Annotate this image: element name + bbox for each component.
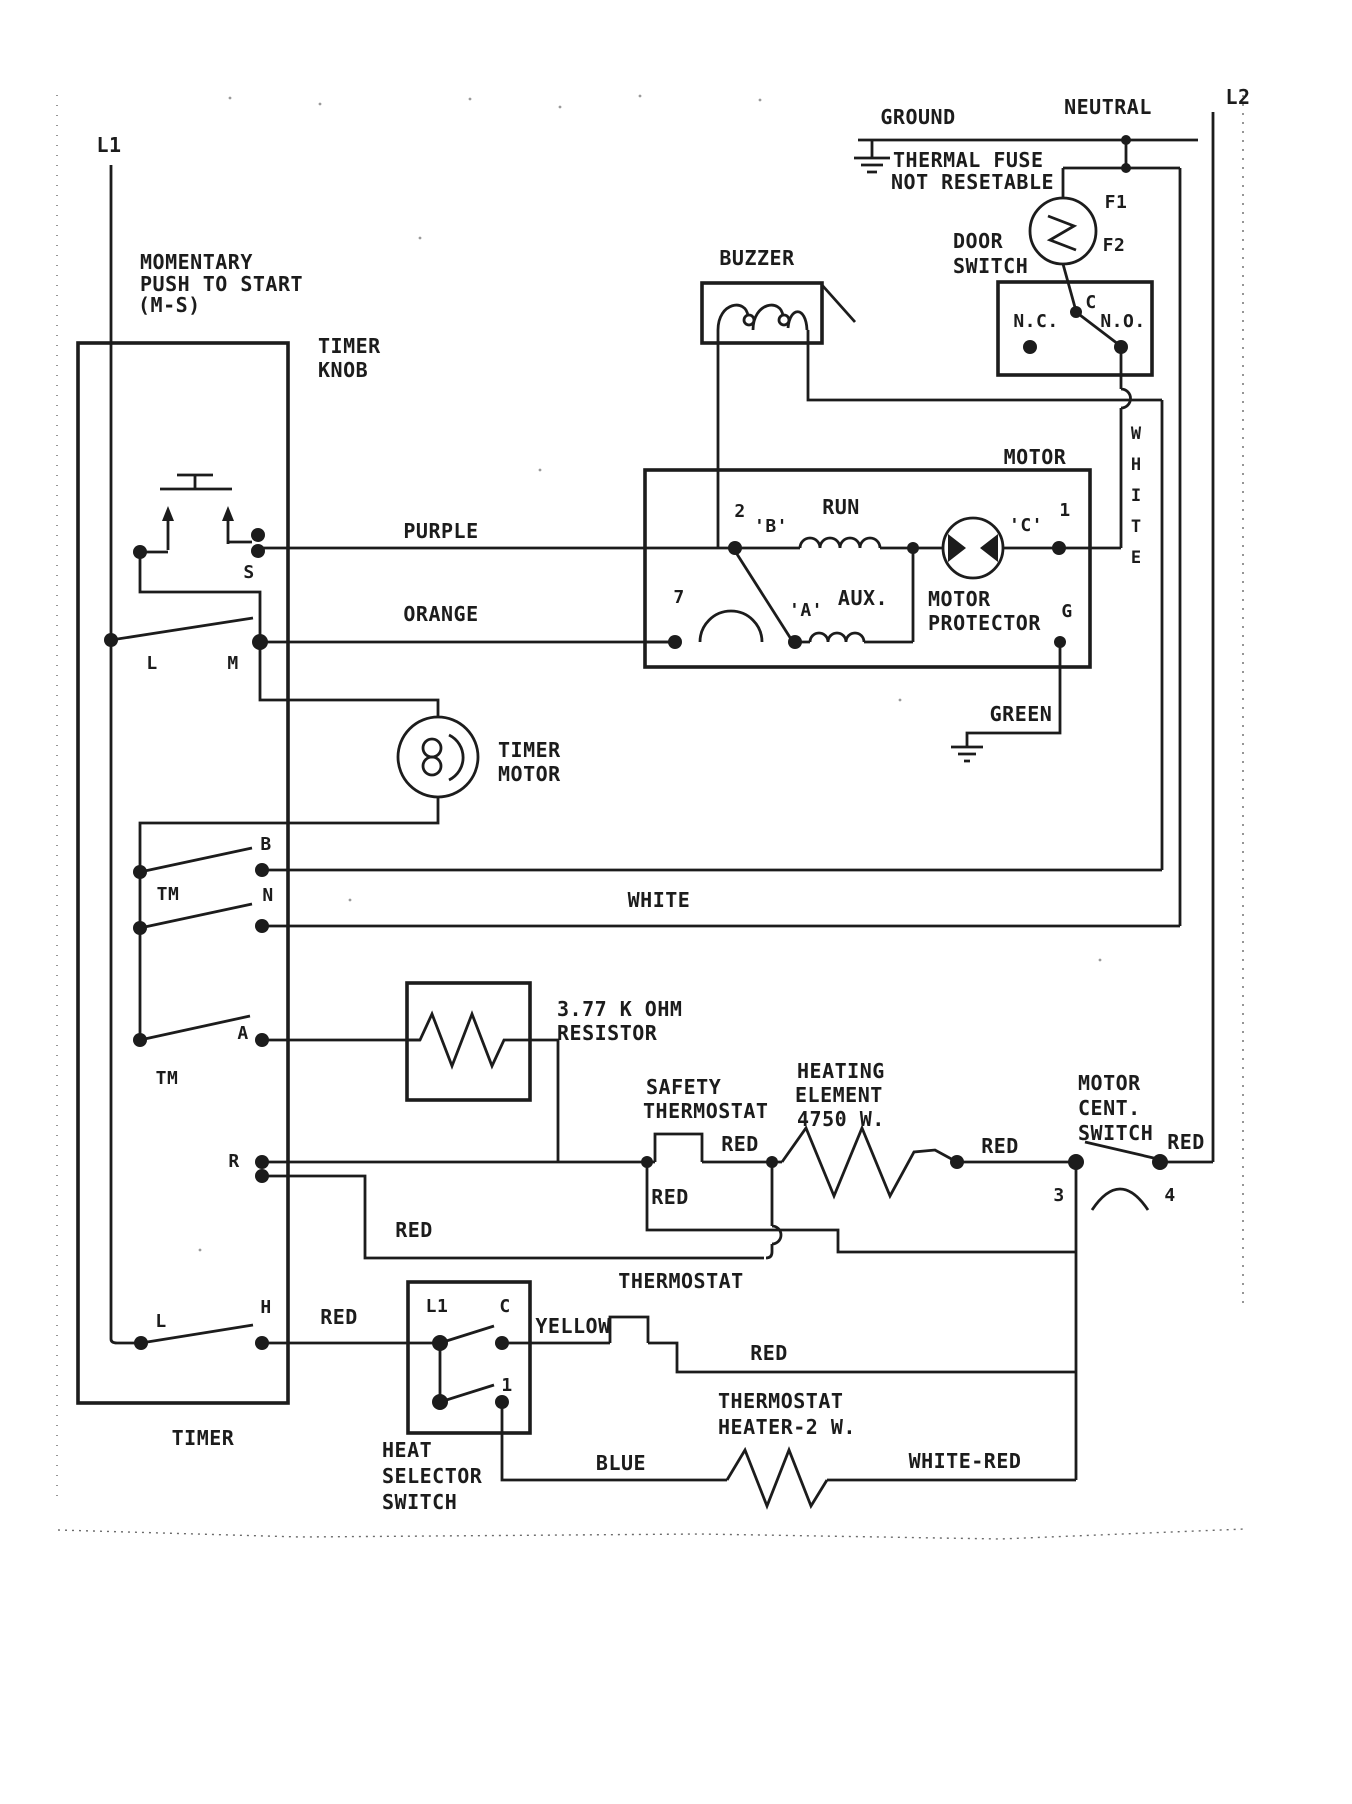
push-button-symbol (160, 475, 232, 489)
red-riser-with-hop (766, 1162, 781, 1258)
heating-element-symbol (782, 1128, 957, 1196)
start-switch-label-2: PUSH TO START (140, 272, 304, 296)
terminal-4-label: 4 (1164, 1185, 1176, 1206)
scan-artifacts (57, 95, 1245, 1539)
heat-selector-label-1: HEAT (382, 1438, 433, 1462)
buzzer-box (702, 283, 822, 343)
ground-symbol-top (854, 140, 890, 172)
tm-blade-a (140, 1016, 250, 1040)
winding-a-label: 'A' (788, 600, 824, 621)
safety-thermostat-symbol (655, 1134, 702, 1162)
ground-label: GROUND (880, 105, 956, 129)
component-boxes (78, 282, 1152, 1433)
start-switch-label-3: (M-S) (138, 293, 201, 317)
l1-label: L1 (96, 133, 122, 157)
heat-selector-blade-1 (440, 1385, 494, 1402)
timer-motor-symbol (398, 717, 478, 797)
l-m-blade (111, 618, 253, 640)
aux-label: AUX. (837, 586, 889, 610)
terminal-1-label: 1 (1059, 500, 1071, 521)
start-contacts (140, 516, 252, 552)
timer-motor-label-1: TIMER (498, 738, 561, 762)
safety-tap-wire (647, 1162, 1076, 1252)
timer-tm-upper-label: TM (156, 884, 180, 905)
heating-element-label-3: 4750 W. (797, 1107, 885, 1131)
motor-label: MOTOR (1003, 445, 1067, 469)
safety-thermostat-label-1: SAFETY (646, 1075, 722, 1099)
white-vertical-label: WHITE (1126, 424, 1146, 579)
red-label-6: RED (320, 1305, 358, 1329)
f1-label: F1 (1104, 192, 1128, 213)
heat-selector-label-2: SELECTOR (382, 1464, 483, 1488)
run-label: RUN (822, 495, 860, 519)
junction-dots (104, 135, 1168, 1410)
tm-blade-n (140, 904, 252, 928)
heating-element-label-2: ELEMENT (795, 1083, 883, 1107)
timer-motor-label-2: MOTOR (498, 762, 561, 786)
door-switch-label-2: SWITCH (953, 254, 1029, 278)
terminal-g-label: G (1061, 601, 1073, 622)
centrifugal-arc (700, 611, 762, 642)
protector-label-2: PROTECTOR (928, 611, 1041, 635)
buzzer-coil (718, 305, 807, 330)
timer-l-lower-label: L (155, 1311, 167, 1332)
start-switch-label-1: MOMENTARY (140, 250, 253, 274)
safety-thermostat-label-2: THERMOSTAT (643, 1099, 769, 1123)
thermostat-heater-label-2: HEATER-2 W. (718, 1415, 856, 1439)
terminal-2-label: 2 (734, 501, 746, 522)
timer-l-upper-label: L (146, 653, 158, 674)
neutral-fuse-link (1063, 140, 1180, 168)
motor-box (645, 470, 1090, 667)
timer-s-label: S (243, 562, 255, 583)
fuse-element (1048, 216, 1076, 250)
thermostat-label: THERMOSTAT (618, 1269, 744, 1293)
cent-switch-label-2: CENT. (1078, 1096, 1141, 1120)
labels (96, 85, 1250, 1514)
heat-selector-blade-c (440, 1326, 494, 1343)
winding-c-label: 'C' (1008, 515, 1044, 536)
timer-m-label: M (227, 653, 239, 674)
door-c-label: C (1085, 292, 1097, 313)
heat-selector-1-label: 1 (501, 1375, 513, 1396)
timer-tm-lower-label: TM (155, 1068, 179, 1089)
blue-label: BLUE (595, 1451, 647, 1475)
resistor-element (407, 1014, 530, 1066)
terminal-3-label: 3 (1053, 1185, 1065, 1206)
timer-knob-label-1: TIMER (318, 334, 381, 358)
cent-switch-label-1: MOTOR (1078, 1071, 1141, 1095)
timer-knob-label-2: KNOB (318, 358, 369, 382)
heat-selector-label-3: SWITCH (382, 1490, 458, 1514)
tm-blade-b (140, 848, 252, 872)
heating-element-label-1: HEATING (797, 1059, 885, 1083)
heat-selector-l1-label: L1 (425, 1296, 449, 1317)
cent-switch-label-3: SWITCH (1078, 1121, 1154, 1145)
no-label: N.O. (1100, 311, 1146, 332)
motor-switch-blade (735, 551, 791, 639)
resistor-label-2: RESISTOR (557, 1021, 658, 1045)
run-winding-line (735, 538, 1059, 548)
thermostat-symbol (610, 1317, 648, 1343)
terminal-7-label: 7 (673, 587, 685, 608)
resistor-box (407, 983, 530, 1100)
timer-h-label: H (260, 1297, 272, 1318)
timer-b-label: B (260, 834, 272, 855)
red-label-7: RED (750, 1341, 788, 1365)
resistor-loop (530, 1040, 558, 1162)
buzzer-arm (822, 285, 855, 322)
thermostat-heater-symbol (727, 1450, 827, 1506)
yellow-label: YELLOW (535, 1314, 611, 1338)
protector-label-1: MOTOR (928, 587, 991, 611)
orange-label: ORANGE (403, 602, 479, 626)
nc-label: N.C. (1013, 311, 1059, 332)
cent-switch-arc (1092, 1189, 1148, 1210)
fuse-to-door (1063, 264, 1076, 311)
winding-b-label: 'B' (753, 516, 789, 537)
s-m-jog (140, 552, 260, 642)
red-label-4: RED (1167, 1130, 1205, 1154)
white-red-label: WHITE-RED (908, 1449, 1022, 1473)
buzzer-label: BUZZER (719, 246, 795, 270)
purple-label: PURPLE (403, 519, 479, 543)
red-label-1: RED (721, 1132, 759, 1156)
heat-selector-c-label: C (499, 1296, 511, 1317)
l2-label: L2 (1225, 85, 1251, 109)
red-label-3: RED (981, 1134, 1019, 1158)
thermal-fuse-label-1: THERMAL FUSE (893, 148, 1044, 172)
white-label: WHITE (627, 888, 691, 912)
timer-n-label: N (262, 885, 274, 906)
buzzer-right-lead (808, 330, 1162, 400)
thermostat-heater-label-1: THERMOSTAT (718, 1389, 844, 1413)
f2-label: F2 (1102, 235, 1126, 256)
red-label-2: RED (651, 1185, 689, 1209)
green-label: GREEN (989, 702, 1053, 726)
thermostat-red-wire (648, 1343, 1076, 1372)
door-switch-label-1: DOOR (953, 229, 1004, 253)
red-label-5: RED (395, 1218, 433, 1242)
timer-label: TIMER (171, 1426, 235, 1450)
neutral-label: NEUTRAL (1064, 95, 1152, 119)
resistor-label-1: 3.77 K OHM (557, 997, 683, 1021)
timer-a-label: A (237, 1023, 249, 1044)
thermal-fuse-label-2: NOT RESETABLE (891, 170, 1055, 194)
timer-r-label: R (228, 1151, 240, 1172)
